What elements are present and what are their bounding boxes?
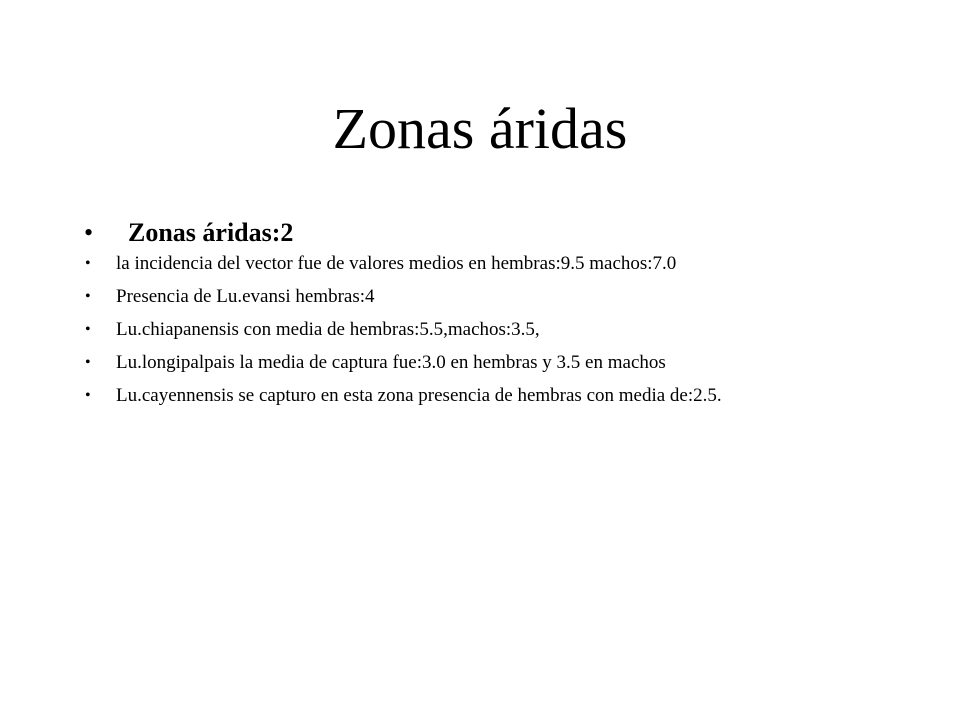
bullet-text: la incidencia del vector fue de valores medios en hembras:9.5 machos:7.0 bbox=[116, 253, 677, 274]
bullet-icon: • bbox=[85, 387, 91, 404]
bullet-text: Zonas áridas:2 bbox=[128, 218, 294, 247]
list-item bbox=[84, 351, 880, 375]
bullet-icon: • bbox=[85, 255, 91, 272]
bullet-icon: • bbox=[84, 218, 94, 247]
bullet-text: Lu.cayennensis se capturo en esta zona presencia de hembras con media de:2.5. bbox=[116, 385, 722, 406]
list-item bbox=[84, 252, 880, 276]
list-item bbox=[84, 384, 880, 408]
bullet-list bbox=[84, 216, 880, 417]
bullet-icon: • bbox=[85, 288, 91, 305]
bullet-icon: • bbox=[85, 321, 91, 338]
list-item bbox=[84, 318, 880, 342]
list-item bbox=[84, 285, 880, 309]
bullet-text: Lu.longipalpais la media de captura fue:3.0 en hembras y 3.5 en machos bbox=[116, 352, 666, 373]
bullet-icon: • bbox=[85, 354, 91, 371]
slide-title: Zonas áridas bbox=[332, 96, 628, 161]
bullet-text: Presencia de Lu.evansi hembras:4 bbox=[116, 286, 375, 307]
bullet-text: Lu.chiapanensis con media de hembras:5.5,machos:3.5, bbox=[116, 319, 540, 340]
list-item-heading bbox=[84, 216, 880, 250]
